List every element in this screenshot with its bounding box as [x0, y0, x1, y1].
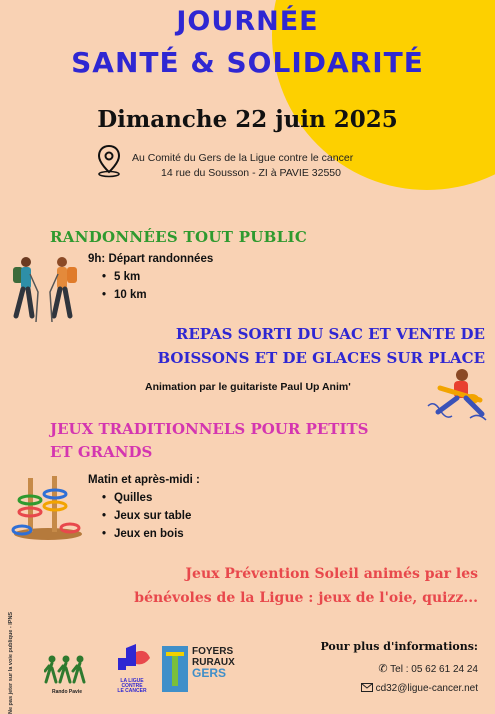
address-line1: Au Comité du Gers de la Ligue contre le cancer [132, 152, 354, 164]
ring-toss-illustration [10, 472, 86, 542]
list-item: • 5 km [114, 268, 147, 286]
ligue-cancer-logo [112, 644, 152, 694]
jeux-title [50, 418, 420, 464]
list-item: • Jeux en bois [114, 525, 191, 543]
logo3-line3: GERS [192, 666, 227, 680]
location-pin-icon [96, 144, 122, 178]
prevention-line1: Jeux Prévention Soleil animés par les [185, 566, 478, 582]
rando-list [100, 268, 147, 304]
logo2-text-line2: CONTRE [121, 683, 143, 689]
address-line2: 14 rue du Sousson - ZI à PAVIE 32550 [161, 167, 341, 179]
hikers-logo-icon [44, 654, 90, 684]
prevention-line2: bénévoles de la Ligue : jeux de l'oie, quizz... [134, 590, 478, 606]
legal-notice: Ne pas jeter sur la voie publique - IPNS [8, 611, 14, 714]
mail-icon [361, 683, 373, 692]
info-title: Pour plus d'informations: [320, 640, 478, 653]
guitarist-illustration [424, 366, 492, 428]
phone-number[interactable]: Tel : 05 62 61 24 24 [390, 664, 478, 675]
list-item: • Quilles [114, 489, 191, 507]
list-item: • Jeux sur table [114, 507, 191, 525]
logo3-line1: FOYERS [192, 646, 234, 657]
logo2-text-line1: LA LIGUE [120, 678, 144, 684]
event-date: Dimanche 22 juin 2025 [97, 106, 398, 133]
phone-line [300, 662, 478, 675]
logo2-text-line3: LE CANCER [117, 688, 147, 694]
jeux-title-line2: ET GRANDS [50, 443, 153, 461]
logo3-text [192, 646, 252, 679]
jeux-title-line1: JEUX TRADITIONNELS POUR PETITS [50, 420, 369, 438]
rando-depart: 9h: Départ randonnées [88, 253, 214, 265]
repas-title-line1: REPAS SORTI DU SAC ET VENTE DE [175, 325, 485, 343]
logo3-line2: RURAUX [192, 657, 235, 668]
animation-text: Animation par le guitariste Paul Up Anim' [145, 381, 351, 393]
rando-pavie-logo [44, 654, 94, 695]
ligue-logo-icon [112, 644, 152, 674]
rando-title: RANDONNÉES TOUT PUBLIC [50, 228, 308, 246]
logo2-text [112, 679, 152, 694]
email-line [300, 683, 478, 694]
logo1-text: Rando Pavie [51, 689, 82, 695]
repas-title-line2: BOISSONS ET DE GLACES SUR PLACE [157, 349, 485, 367]
title-line2: SANTÉ & SOLIDARITÉ [71, 46, 424, 79]
list-item: • 10 km [114, 286, 147, 304]
jeux-list [100, 489, 191, 543]
repas-title [100, 322, 485, 370]
jeux-intro: Matin et après-midi : [88, 474, 200, 486]
prevention-text [70, 562, 478, 610]
hikers-illustration [6, 252, 86, 328]
phone-icon: ✆ [378, 663, 388, 675]
email-address[interactable]: cd32@ligue-cancer.net [375, 683, 478, 694]
title-line1: JOURNÉE [176, 6, 319, 37]
foyers-logo-icon [162, 646, 188, 692]
